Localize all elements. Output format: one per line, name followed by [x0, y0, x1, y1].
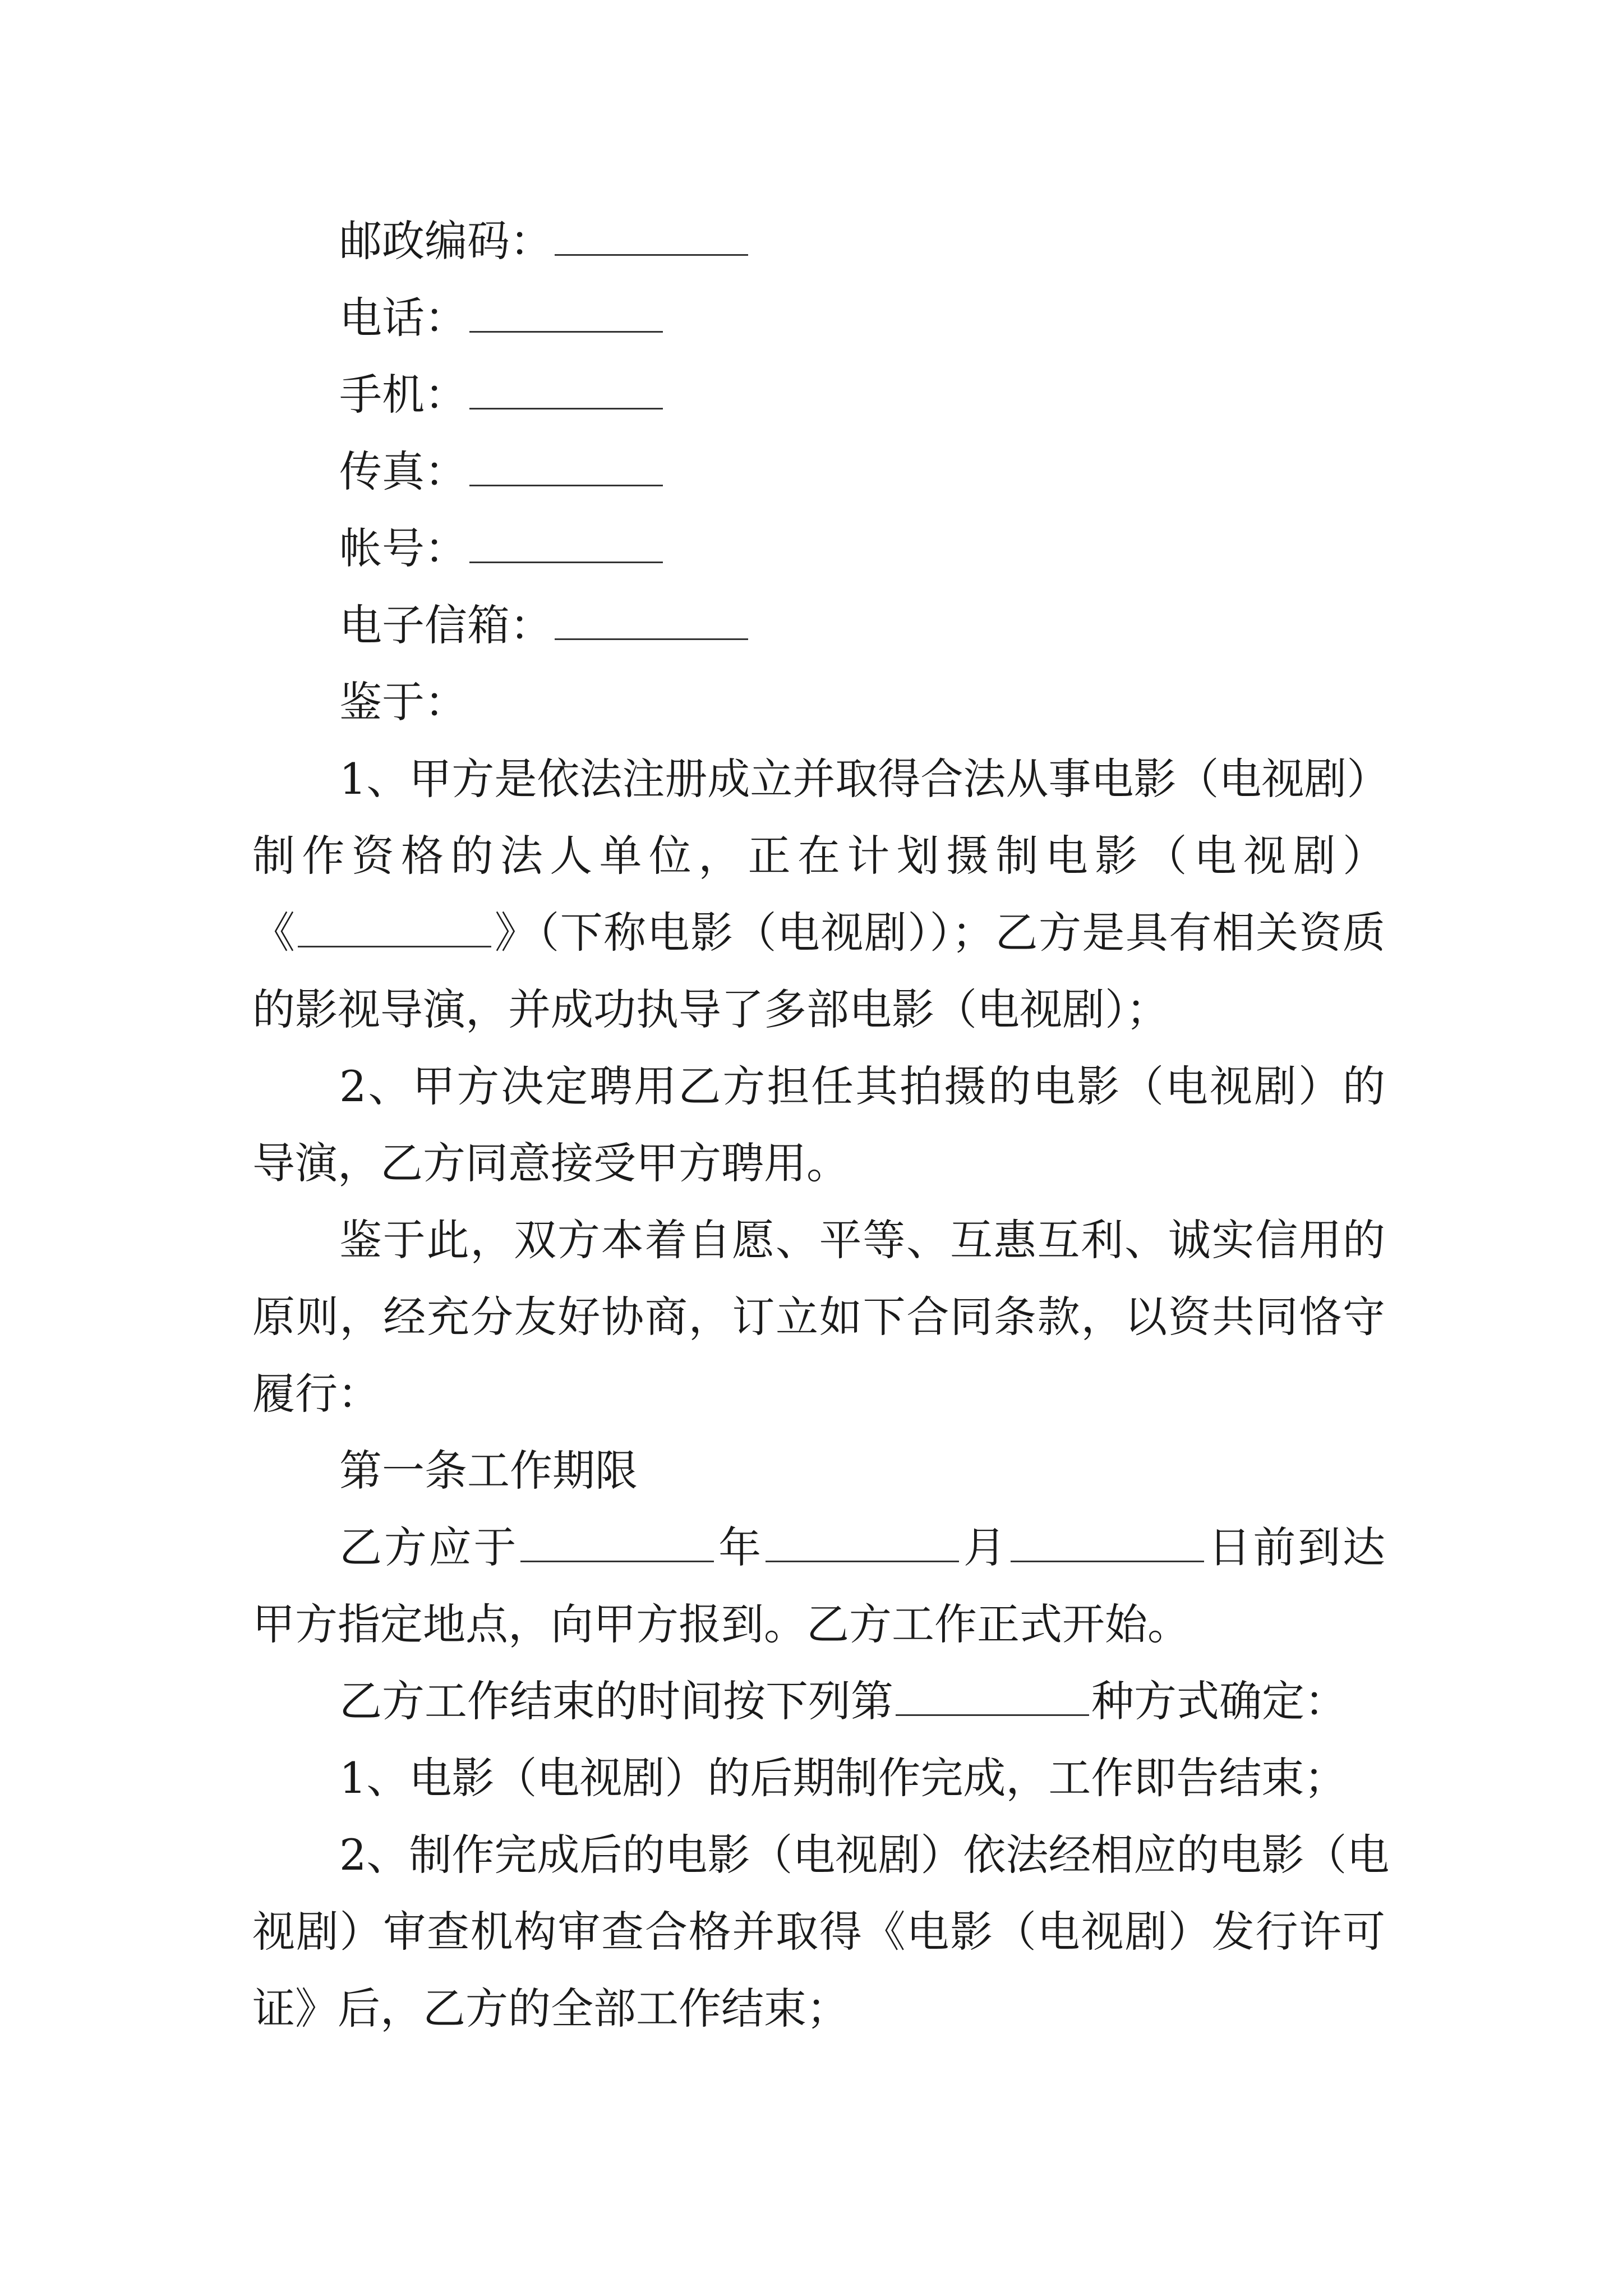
mobile-blank[interactable] [469, 374, 663, 409]
option2-line1: 2、制作完成后的电影（电视剧）依法经相应的电影（电 [339, 1830, 1390, 1880]
recital1-line3-rest: 》（下称电影（电视剧））；乙方是具有相关资质 [494, 908, 1386, 958]
phone-field [339, 290, 1385, 346]
postal-code-label: 邮政编码： [339, 216, 552, 266]
fax-field [339, 444, 1385, 500]
recital1-line2: 制作资格的法人单位，正在计划摄制电影（电视剧） [252, 831, 1385, 881]
month-blank[interactable] [766, 1527, 959, 1562]
option2-line3: 证》后，乙方的全部工作结束； [252, 1984, 849, 2033]
whereas-heading: 鉴于： [339, 677, 467, 727]
phone-blank[interactable] [469, 297, 663, 333]
option2-line2: 视剧）审查机构审查合格并取得《电影（电视剧）发行许可 [252, 1907, 1385, 1957]
option1-line: 1、电影（电视剧）的后期制作完成，工作即告结束； [339, 1753, 1347, 1803]
year-blank[interactable] [520, 1527, 714, 1562]
account-blank[interactable] [469, 528, 663, 563]
fax-blank[interactable] [469, 451, 663, 486]
start-date-line2: 甲方指定地点，向甲方报到。乙方工作正式开始。 [252, 1599, 1190, 1649]
account-field [339, 521, 1385, 577]
preamble-line2: 原则，经充分友好协商，订立如下合同条款，以资共同恪守 [252, 1292, 1385, 1342]
email-field [339, 597, 1385, 654]
year-label: 年 [716, 1522, 764, 1572]
preamble-line3: 履行： [252, 1369, 380, 1419]
recital1-line4: 的影视导演，并成功执导了多部电影（电视剧）； [252, 984, 1169, 1034]
start-date-line [339, 1520, 1385, 1576]
method-number-blank[interactable] [896, 1681, 1089, 1716]
phone-label: 电话： [339, 293, 467, 343]
email-blank[interactable] [555, 605, 748, 640]
recital2-line2: 导演，乙方同意接受甲方聘用。 [252, 1138, 849, 1188]
day-blank[interactable] [1011, 1527, 1204, 1562]
film-title-blank[interactable] [298, 912, 491, 947]
mobile-field [339, 367, 1385, 423]
email-label: 电子信箱： [339, 600, 552, 650]
recital1-line3 [252, 905, 1385, 961]
article1-heading: 第一条工作期限 [339, 1446, 638, 1496]
postal-code-field [339, 213, 1385, 269]
fax-label: 传真： [339, 447, 467, 496]
start-date-prefix: 乙方应于 [339, 1522, 519, 1572]
title-open-bracket: 《 [252, 908, 296, 958]
end-method-line [339, 1673, 1385, 1729]
recital2-line1: 2、甲方决定聘用乙方担任其拍摄的电影（电视剧）的 [339, 1061, 1385, 1111]
account-label: 帐号： [339, 523, 467, 573]
mobile-label: 手机： [339, 370, 467, 420]
end-method-prefix: 乙方工作结束的时间按下列第 [339, 1676, 893, 1726]
preamble-line1: 鉴于此，双方本着自愿、平等、互惠互利、诚实信用的 [339, 1215, 1385, 1265]
postal-code-blank[interactable] [555, 220, 748, 256]
start-date-suffix: 日前到达 [1206, 1522, 1386, 1572]
end-method-suffix: 种方式确定： [1091, 1676, 1347, 1726]
recital1-line1: 1、甲方是依法注册成立并取得合法从事电影（电视剧） [339, 754, 1390, 804]
month-label: 月 [961, 1522, 1008, 1572]
